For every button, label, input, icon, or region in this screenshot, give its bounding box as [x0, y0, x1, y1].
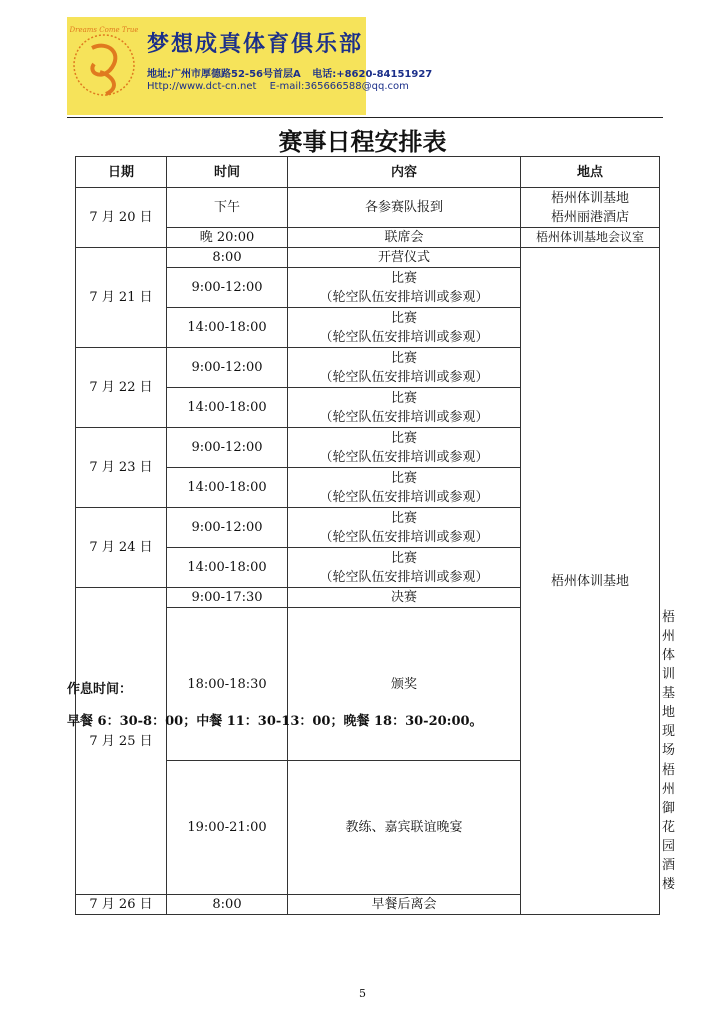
content-cell: 教练、嘉宾联谊晚宴 — [288, 761, 521, 895]
content-cell — [288, 508, 521, 548]
content-cell: 开营仪式 — [288, 248, 521, 268]
merged-location-cell: 梧州体训基地 — [521, 248, 660, 915]
date-cell: 7 月 24 日 — [76, 508, 167, 588]
time-cell: 19:00-21:00 — [167, 761, 288, 895]
content-line: （轮空队伍安排培训或参观） — [319, 409, 489, 425]
header-location: 地点 — [521, 157, 660, 188]
time-cell: 下午 — [167, 188, 288, 228]
schedule-note-text: 早餐 6：30-8：00；中餐 11：30-13：00；晚餐 18：30-20:00。 — [67, 714, 483, 729]
content-cell — [288, 348, 521, 388]
table-row — [76, 188, 660, 228]
content-line: （轮空队伍安排培训或参观） — [319, 289, 489, 305]
header-date: 日期 — [76, 157, 167, 188]
time-cell: 晚 20:00 — [167, 228, 288, 248]
web-line — [147, 81, 409, 92]
address-label: 地址: — [147, 69, 171, 80]
time-cell: 14:00-18:00 — [167, 308, 288, 348]
header-time: 时间 — [167, 157, 288, 188]
date-cell: 7 月 26 日 — [76, 895, 167, 915]
time-cell: 8:00 — [167, 895, 288, 915]
content-line: 比赛 — [390, 310, 417, 326]
website-label: Http:// — [147, 81, 179, 92]
content-cell: 联席会 — [288, 228, 521, 248]
table-row: 19:00-21:00 教练、嘉宾联谊晚宴 梧州御花园酒楼 — [76, 761, 660, 895]
content-cell: 各参赛队报到 — [288, 188, 521, 228]
content-line: 比赛 — [390, 350, 417, 366]
location-cell — [521, 188, 660, 228]
content-cell: 早餐后离会 — [288, 895, 521, 915]
content-cell — [288, 468, 521, 508]
content-line: （轮空队伍安排培训或参观） — [319, 489, 489, 505]
table-row — [76, 248, 660, 268]
time-cell: 18:00-18:30 — [167, 608, 288, 761]
dct-logo-icon — [70, 20, 138, 110]
phone-value: +8620-84151927 — [336, 69, 433, 80]
content-line: 比赛 — [390, 270, 417, 286]
time-cell: 8:00 — [167, 248, 288, 268]
date-cell: 7 月 22 日 — [76, 348, 167, 428]
page-title: 赛事日程安排表 — [278, 127, 447, 156]
content-cell — [288, 268, 521, 308]
time-cell: 9:00-12:00 — [167, 428, 288, 468]
header-content: 内容 — [288, 157, 521, 188]
content-line: （轮空队伍安排培训或参观） — [319, 369, 489, 385]
content-line: （轮空队伍安排培训或参观） — [319, 529, 489, 545]
address-value: 广州市厚德路52-56号首层A — [171, 69, 301, 80]
content-line: （轮空队伍安排培训或参观） — [319, 329, 489, 345]
club-name: 梦想成真体育俱乐部 — [147, 32, 364, 57]
content-line: 比赛 — [390, 430, 417, 446]
date-cell: 7 月 25 日 — [76, 588, 167, 895]
website-link[interactable]: www.dct-cn.net — [178, 81, 257, 92]
schedule-table — [75, 156, 676, 915]
content-cell: 决赛 — [288, 588, 521, 608]
page-number: 5 — [359, 987, 366, 1000]
address-line — [147, 65, 432, 80]
content-line: （轮空队伍安排培训或参观） — [319, 569, 489, 585]
club-logo-banner — [67, 17, 433, 115]
time-cell: 9:00-12:00 — [167, 348, 288, 388]
location-line: 梧州丽港酒店 — [550, 209, 629, 225]
schedule-note-label: 作息时间： — [67, 682, 133, 697]
date-cell: 7 月 23 日 — [76, 428, 167, 508]
table-header-row — [76, 157, 660, 188]
date-cell: 7 月 20 日 — [76, 188, 167, 248]
content-cell — [288, 388, 521, 428]
time-cell: 9:00-12:00 — [167, 508, 288, 548]
location-cell: 梧州体训基地会议室 — [521, 228, 660, 248]
email-label: E-mail: — [269, 81, 305, 92]
time-cell: 14:00-18:00 — [167, 468, 288, 508]
email-link[interactable]: 365666588@qq.com — [304, 81, 409, 92]
time-cell: 9:00-12:00 — [167, 268, 288, 308]
location-line: 梧州体训基地 — [550, 190, 629, 206]
content-cell — [288, 428, 521, 468]
time-cell: 14:00-18:00 — [167, 388, 288, 428]
content-line: 比赛 — [390, 510, 417, 526]
content-line: 比赛 — [390, 470, 417, 486]
phone-label: 电话: — [312, 69, 337, 80]
table-row: 18:00-18:30 颁奖 梧州体训基地现场 — [76, 608, 660, 761]
content-line: 比赛 — [390, 390, 417, 406]
content-cell: 颁奖 — [288, 608, 521, 761]
content-line: （轮空队伍安排培训或参观） — [319, 449, 489, 465]
time-cell: 9:00-17:30 — [167, 588, 288, 608]
content-cell — [288, 308, 521, 348]
header-divider — [67, 117, 663, 118]
date-cell: 7 月 21 日 — [76, 248, 167, 348]
logo-lettering: Dreams Come True — [70, 26, 138, 34]
content-line: 比赛 — [390, 550, 417, 566]
time-cell: 14:00-18:00 — [167, 548, 288, 588]
content-cell — [288, 548, 521, 588]
